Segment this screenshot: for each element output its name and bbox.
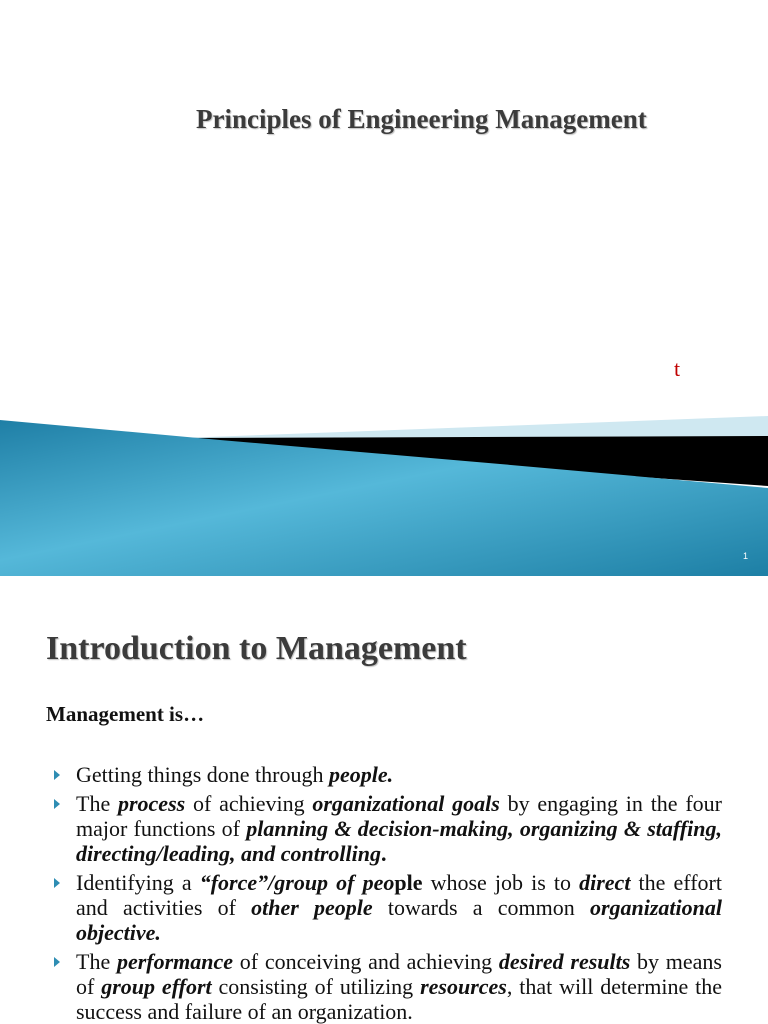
subheading: Management is… [46,702,205,726]
bullet-text-segment: The [76,791,118,816]
accent-text: t [674,356,681,381]
bullet-arrow-icon [54,957,60,967]
bullet-item [48,949,722,1024]
bullet-text-segment: process [117,791,186,816]
bullet-text-segment: organizational goals [312,791,500,816]
decorative-wave-band [0,408,768,576]
bullet-text-segment: whose job is to [422,870,580,895]
bullet-text-segment: the effort and activities of [76,870,722,920]
slide-title: Introduction to Management [46,630,467,667]
bullet-text-segment: Getting things done through [76,762,329,787]
bullet-text-segment: other people [251,895,373,920]
bullet-text-segment: The [76,949,117,974]
bullet-arrow-icon [54,799,60,809]
bullet-text-segment: consisting of utilizing [211,974,421,999]
bullet-text-segment: , that will determine the success and failure of an organization. [76,974,722,1024]
bullet-item [48,762,722,787]
page-number: 1 [743,551,749,561]
bullet-text-segment: direct [579,870,631,895]
bullet-list [48,762,722,1024]
bullet-text-segment: by engaging in the four major functions of [76,791,722,841]
bullet-text-segment: organizational objective. [76,895,722,945]
bullet-text-segment: ple [394,870,423,895]
bullet-text-segment: desired results [498,949,631,974]
bullet-text-segment: “force”/group of peo [199,870,395,895]
bullet-text-segment: by means of [76,949,722,999]
bullet-text-segment: resources [420,974,507,999]
bullet-text-segment: Identifying a [76,870,200,895]
bullet-arrow-icon [54,878,60,888]
bullet-text-segment: of achieving [185,791,313,816]
bullet-text-segment: group effort [101,974,212,999]
bullet-arrow-icon [54,770,60,780]
slide-title: Principles of Engineering Management [196,104,647,134]
bullet-text-segment: of conceiving and achieving [233,949,499,974]
bullet-text-segment: people. [328,762,394,787]
slide-2 [0,576,768,1024]
bullet-text-segment: . [380,841,387,866]
bullet-item [48,870,722,945]
bullet-text-segment: planning & decision-making, organizing & staffing, directing/leading, and controlling [76,816,722,866]
bullet-text-segment: performance [116,949,234,974]
bullet-item [48,791,722,866]
bullet-text-segment: towards a common [372,895,590,920]
